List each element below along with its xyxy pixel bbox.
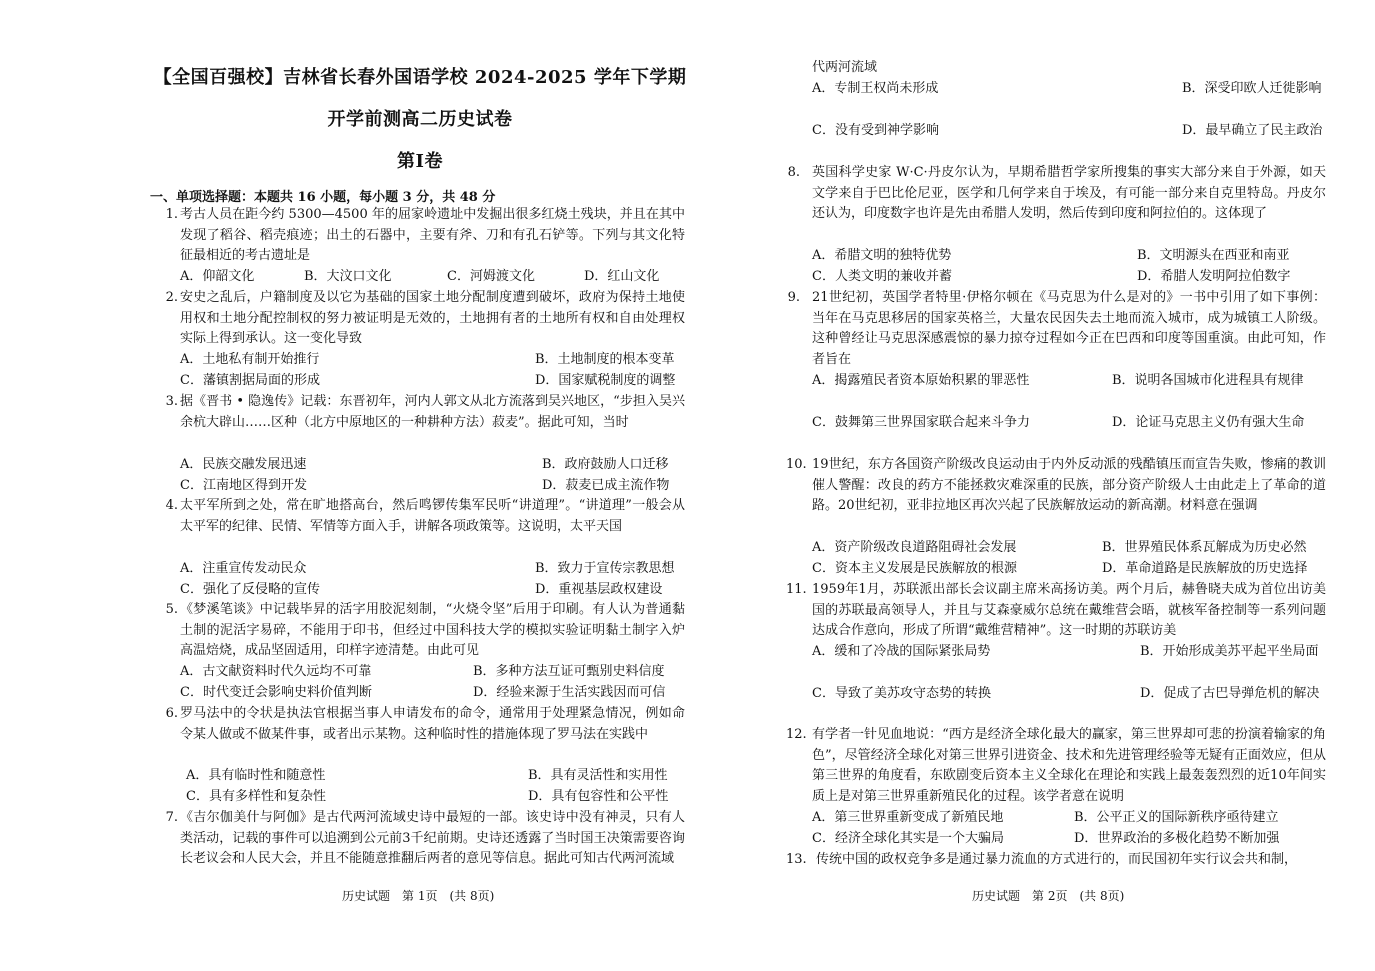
option-d: D．重视基层政权建设 bbox=[535, 582, 663, 597]
option-d: D．论证马克思主义仍有强大生命 bbox=[1112, 415, 1305, 430]
option-d: D．国家赋税制度的调整 bbox=[535, 373, 676, 388]
option-b: B．具有灵活性和实用性 bbox=[528, 768, 668, 783]
option-c: C．强化了反侵略的宣传 bbox=[180, 582, 320, 597]
option-d: D．红山文化 bbox=[584, 269, 660, 284]
option-b: B．多种方法互证可甄别史料信度 bbox=[473, 664, 665, 679]
option-d: D．具有包容性和公平性 bbox=[528, 789, 669, 804]
option-a: A．希腊文明的独特优势 bbox=[812, 248, 952, 263]
option-b: B．大汶口文化 bbox=[304, 269, 392, 284]
question-9 bbox=[786, 288, 1326, 371]
option-c: C．江南地区得到开发 bbox=[180, 478, 307, 493]
page-footer-left: 历史试题 第 1页 (共 8页) bbox=[342, 889, 495, 903]
exam-title-volume: 第Ⅰ卷 bbox=[397, 151, 443, 172]
question-5 bbox=[150, 600, 685, 662]
option-d: D．经验来源于生活实践因而可信 bbox=[473, 685, 666, 700]
question-text: 太平军所到之处，常在旷地搭高台，然后鸣锣传集军民听“讲道理”。“讲道理”一般会从太平军的纪律、民情、军情等方面入手，讲解各项政策等。这说明，太平天国 bbox=[180, 498, 685, 534]
option-c: C．没有受到神学影响 bbox=[812, 123, 939, 138]
option-c: C．河姆渡文化 bbox=[447, 269, 535, 284]
option-a: A．民族交融发展迅速 bbox=[180, 457, 307, 472]
question-number: 2. bbox=[165, 290, 178, 305]
question-text: 传统中国的政权竞争多是通过暴力流血的方式进行的，而民国初年实行议会共和制， bbox=[816, 852, 1298, 867]
question-6 bbox=[150, 704, 685, 745]
option-a: A．仰韶文化 bbox=[180, 269, 255, 284]
option-b: B．说明各国城市化进程具有规律 bbox=[1112, 373, 1304, 388]
section-heading: 一、单项选择题：本题共 16 小题，每小题 3 分，共 48 分 bbox=[150, 190, 496, 205]
page-footer-right: 历史试题 第 2页 (共 8页) bbox=[972, 889, 1125, 903]
option-c: C．导致了美苏攻守态势的转换 bbox=[812, 686, 991, 701]
exam-title-line1: 【全国百强校】吉林省长春外国语学校 2024-2025 学年下学期 bbox=[153, 67, 687, 88]
question-number: 9. bbox=[787, 290, 800, 305]
option-d: D．希腊人发明阿拉伯数字 bbox=[1137, 269, 1291, 284]
question-1 bbox=[150, 205, 685, 267]
question-text: 罗马法中的令状是执法官根据当事人申请发布的命令，通常用于处理紧急情况，例如命令某人做或不做某件事，或者出示某物。这种临时性的措施体现了罗马法在实践中 bbox=[180, 706, 685, 742]
question-11 bbox=[786, 580, 1326, 642]
question-number: 8. bbox=[787, 165, 800, 180]
option-c: C．具有多样性和复杂性 bbox=[186, 789, 326, 804]
question-text: 1959年1月，苏联派出部长会议副主席米高扬访美。两个月后，赫鲁晓夫成为首位出访美国的苏联最高领导人，并且与艾森豪威尔总统在戴维营会晤，就核军备控制等一系列问题达成合作意向，形成了所谓“戴维营精神”。这一时期的苏联访美 bbox=[812, 582, 1326, 639]
option-c: C．藩镇割据局面的形成 bbox=[180, 373, 320, 388]
question-number: 13. bbox=[786, 852, 807, 867]
option-b: B．开始形成美苏平起平坐局面 bbox=[1140, 644, 1319, 659]
option-a: A．注重宣传发动民众 bbox=[180, 561, 307, 576]
question-2 bbox=[150, 288, 685, 350]
option-a: A．第三世界重新变成了新殖民地 bbox=[812, 810, 1004, 825]
question-text: 21世纪初，英国学者特里·伊格尔顿在《马克思为什么是对的》一书中引用了如下事例：当年在马克思移居的国家英格兰，大量农民因失去土地而流入城市，成为城镇工人阶级。这种曾经让马克思深感震惊的暴力掠夺过程如今正在巴西和印度等国重演。由此可知，作者旨在 bbox=[812, 290, 1326, 368]
question-text: 据《晋书 • 隐逸传》记载：东晋初年，河内人郭文从北方流落到吴兴地区，“步担入吴兴余杭大辟山……区种（北方中原地区的一种耕种方法）菽麦”。据此可知，当时 bbox=[180, 394, 685, 430]
option-d: D．促成了古巴导弹危机的解决 bbox=[1140, 686, 1320, 701]
option-b: B．公平正义的国际新秩序亟待建立 bbox=[1074, 810, 1279, 825]
option-a: A．揭露殖民者资本原始积累的罪恶性 bbox=[812, 373, 1030, 388]
question-7 bbox=[150, 808, 685, 870]
option-c: C．经济全球化其实是一个大骗局 bbox=[812, 831, 1004, 846]
option-a: A．资产阶级改良道路阻碍社会发展 bbox=[812, 540, 1017, 555]
question-number: 3. bbox=[165, 394, 178, 409]
option-a: A．古文献资料时代久远均不可靠 bbox=[180, 664, 372, 679]
option-b: B．致力于宣传宗教思想 bbox=[535, 561, 675, 576]
option-a: A．缓和了冷战的国际紧张局势 bbox=[812, 644, 991, 659]
option-d: D．世界政治的多极化趋势不断加强 bbox=[1074, 831, 1280, 846]
question-8 bbox=[786, 163, 1326, 225]
question-text: 19世纪，东方各国资产阶级改良运动由于内外反动派的残酷镇压而宣告失败，惨痛的教训催人警醒：改良的药方不能拯救灾难深重的民族，部分资产阶级人士由此走上了革命的道路。20世纪初，亚非拉地区再次兴起了民族解放运动的新高潮。材料意在强调 bbox=[812, 457, 1326, 514]
question-number: 10. bbox=[786, 457, 807, 472]
question-4 bbox=[150, 496, 685, 537]
question-13 bbox=[786, 850, 1331, 871]
question-number: 6. bbox=[165, 706, 178, 721]
question-number: 5. bbox=[165, 602, 178, 617]
question-number: 4. bbox=[165, 498, 178, 513]
question-7-continued: 代两河流域 bbox=[812, 60, 878, 75]
question-12 bbox=[786, 725, 1326, 808]
option-c: C．鼓舞第三世界国家联合起来斗争力 bbox=[812, 415, 1030, 430]
option-d: D．菽麦已成主流作物 bbox=[542, 478, 670, 493]
option-b: B．深受印欧人迁徙影响 bbox=[1182, 81, 1322, 96]
option-a: A．专制王权尚未形成 bbox=[812, 81, 939, 96]
option-b: B．政府鼓励人口迁移 bbox=[542, 457, 669, 472]
question-text: 考古人员在距今约 5300—4500 年的屈家岭遗址中发掘出很多红烧土残块，并且在其中发现了稻谷、稻壳痕迹；出土的石器中，主要有斧、刀和有孔石铲等。下列与其文化特征最相近的考古遗址是 bbox=[180, 207, 685, 264]
question-number: 1. bbox=[165, 207, 178, 222]
question-text: 英国科学史家 W·C·丹皮尔认为，早期希腊哲学家所搜集的事实大部分来自于外源，如天文学来自于巴比伦尼亚，医学和几何学来自于埃及，有可能一部分来自克里特岛。丹皮尔还认为，印度数字也许是先由希腊人发明，然后传到印度和阿拉伯的。这体现了 bbox=[812, 165, 1326, 222]
question-number: 7. bbox=[165, 810, 178, 825]
option-c: C．资本主义发展是民族解放的根源 bbox=[812, 561, 1017, 576]
option-d: D．最早确立了民主政治 bbox=[1182, 123, 1323, 138]
question-number: 11. bbox=[786, 582, 807, 597]
question-text: 《吉尔伽美什与阿伽》是古代两河流域史诗中最短的一部。该史诗中没有神灵，只有人类活动，记载的事件可以追溯到公元前3千纪前期。史诗还透露了当时国王决策需要咨询长老议会和人民大会，并且不能随意推翻后两者的意见等信息。据此可知古代两河流域 bbox=[180, 810, 685, 867]
question-text: 《梦溪笔谈》中记载毕昇的活字用胶泥刻制，“火烧令坚”后用于印刷。有人认为普通黏土制的泥活字易碎，不能用于印书，但经过中国科技大学的模拟实验证明黏土制字入炉高温焙烧，成品坚固适用，印样字迹清楚。由此可见 bbox=[180, 602, 685, 659]
option-b: B．土地制度的根本变革 bbox=[535, 352, 675, 367]
option-c: C．人类文明的兼收并蓄 bbox=[812, 269, 952, 284]
option-b: B．文明源头在西亚和南亚 bbox=[1137, 248, 1290, 263]
question-text: 安史之乱后，户籍制度及以它为基础的国家土地分配制度遭到破坏，政府为保持土地使用权和土地分配控制权的努力被证明是无效的，土地拥有者的土地所有权和自由处理权实际上得到承认。这一变化导致 bbox=[180, 290, 685, 347]
question-text: 有学者一针见血地说：“西方是经济全球化最大的赢家，第三世界却可悲的扮演着输家的角色”，尽管经济全球化对第三世界引进资金、技术和先进管理经验等无疑有正面效应，但从第三世界的角度看，东欧剧变后资本主义全球化在理论和实践上最轰轰烈烈的近10年间实质上是对第三世界重新殖民化的过程。该学者意在说明 bbox=[812, 727, 1326, 805]
option-a: A．土地私有制开始推行 bbox=[180, 352, 320, 367]
option-b: B．世界殖民体系瓦解成为历史必然 bbox=[1102, 540, 1307, 555]
question-number: 12. bbox=[786, 727, 807, 742]
exam-title-line2: 开学前测高二历史试卷 bbox=[327, 109, 513, 130]
option-a: A．具有临时性和随意性 bbox=[186, 768, 326, 783]
question-10 bbox=[786, 455, 1326, 517]
option-c: C．时代变迁会影响史料价值判断 bbox=[180, 685, 372, 700]
option-d: D．革命道路是民族解放的历史选择 bbox=[1102, 561, 1308, 576]
question-3 bbox=[150, 392, 685, 433]
